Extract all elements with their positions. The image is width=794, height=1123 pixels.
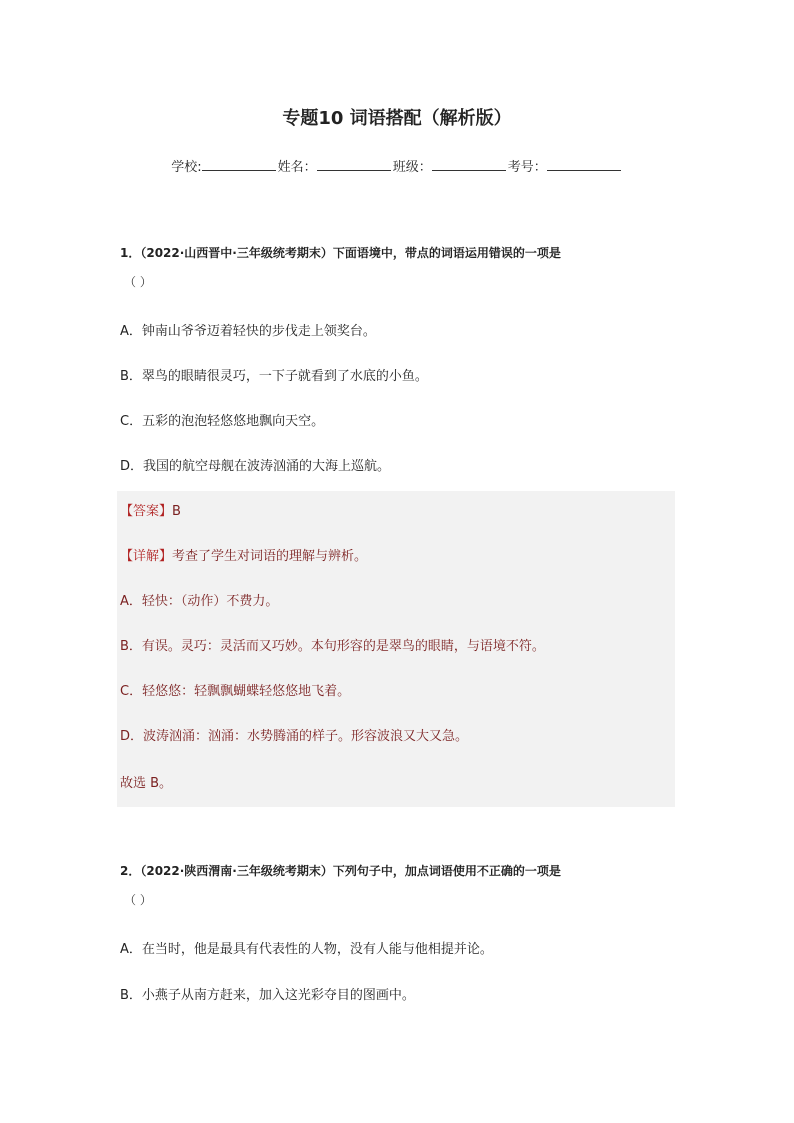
question-2-stem: 2．（2022·陕西渭南·三年级统考期末）下列句子中，加点词语使用不正确的一项是 — [120, 864, 561, 878]
detail-line — [120, 545, 367, 564]
question-2-paren: （ ） — [124, 893, 152, 907]
conclusion: 故选 B。 — [120, 776, 173, 791]
exam-no-label: 考号： — [507, 160, 547, 175]
document-title: 专题10 词语搭配（解析版） — [282, 108, 512, 129]
student-info-line — [0, 156, 794, 175]
detail-tag: 【详解】 — [120, 549, 173, 564]
question-1-option-a: A．钟南山爷爷迈着轻快的步伐走上领奖台。 — [120, 324, 376, 339]
question-2-option-b: B．小燕子从南方赶来，加入这光彩夺目的图画中。 — [120, 988, 415, 1003]
question-1-stem: 1．（2022·山西晋中·三年级统考期末）下面语境中，带点的词语运用错误的一项是 — [120, 246, 561, 260]
question-1-option-c: C．五彩的泡泡轻悠悠地飘向天空。 — [120, 414, 325, 429]
name-label: 姓名： — [277, 160, 317, 175]
question-1-option-d: D．我国的航空母舰在波涛汹涌的大海上巡航。 — [120, 459, 391, 474]
question-2-option-a: A．在当时，他是最具有代表性的人物，没有人能与他相提并论。 — [120, 942, 493, 957]
analysis-a: A．轻快：（动作）不费力。 — [120, 594, 279, 609]
answer-value: B — [172, 504, 181, 519]
detail-text: 考查了学生对词语的理解与辨析。 — [172, 549, 368, 564]
school-blank[interactable] — [202, 158, 276, 171]
school-label: 学校: — [171, 160, 202, 175]
answer-line — [120, 500, 181, 519]
analysis-c: C．轻悠悠：轻飘飘蝴蝶轻悠悠地飞着。 — [120, 684, 351, 699]
answer-tag: 【答案】 — [120, 504, 173, 519]
class-blank[interactable] — [432, 158, 506, 171]
analysis-b: B．有误。灵巧：灵活而又巧妙。本句形容的是翠鸟的眼睛，与语境不符。 — [120, 639, 545, 654]
question-1-paren: （ ） — [124, 275, 152, 289]
exam-no-blank[interactable] — [547, 158, 621, 171]
name-blank[interactable] — [317, 158, 391, 171]
question-1-option-b: B．翠鸟的眼睛很灵巧，一下子就看到了水底的小鱼。 — [120, 369, 428, 384]
class-label: 班级： — [392, 160, 432, 175]
analysis-d: D．波涛汹涌：汹涌：水势腾涌的样子。形容波浪又大又急。 — [120, 729, 469, 744]
